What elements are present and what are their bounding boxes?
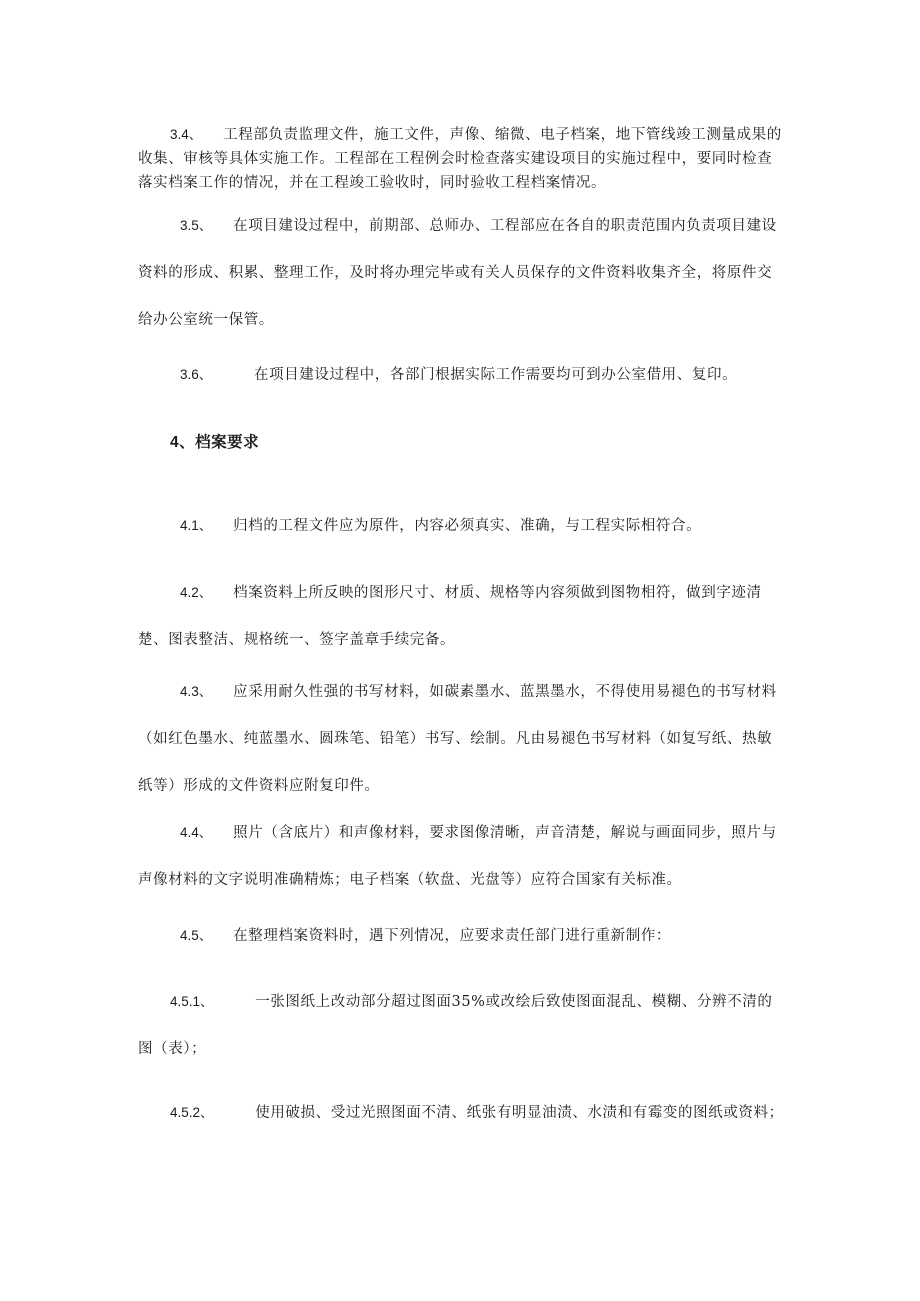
clause-gap (212, 684, 233, 700)
clause-text: 使用破损、受过光照图面不清、纸张有明显油渍、水渍和有霉变的图纸或资料； (255, 1105, 784, 1121)
clause-number: 3.6、 (180, 367, 213, 382)
clause-text: 在项目建设过程中，前期部、总师办、工程部应在各自的职责范围内负责项目建设资料的形成、积累、整理工作，及时将办理完毕或有关人员保存的文件资料收集齐全，将原件交给办公室统一保管。 (138, 218, 777, 328)
paragraph-4-5-1 (138, 978, 786, 1073)
clause-gap (212, 928, 233, 944)
clause-gap (212, 218, 233, 234)
clause-text: 档案资料上所反映的图形尺寸、材质、规格等内容须做到图物相符，做到字迹清楚、图表整洁、规格统一、签字盖章手续完备。 (138, 585, 762, 648)
clause-gap (212, 825, 233, 841)
clause-number: 4.5、 (180, 928, 213, 943)
clause-number: 3.4、 (170, 127, 203, 142)
clause-text: 在整理档案资料时，遇下列情况，应要求责任部门进行重新制作： (233, 928, 672, 944)
clause-text: 一张图纸上改动部分超过图面35%或改绘后致使图面混乱、模糊、分辨不清的图（表）； (138, 994, 773, 1057)
paragraph-4-1 (138, 502, 786, 550)
paragraph-4-5-2 (138, 1101, 786, 1125)
clause-number: 4.3、 (180, 684, 213, 699)
section-heading-4: 4、档案要求 (170, 434, 260, 451)
paragraph-3-5 (138, 202, 786, 344)
clause-number: 4.1、 (180, 518, 213, 533)
clause-gap (202, 127, 223, 143)
paragraph-3-4 (138, 123, 786, 195)
paragraph-4-2 (138, 569, 786, 664)
paragraph-3-6 (138, 351, 786, 399)
paragraph-4-4 (138, 809, 786, 904)
clause-text: 归档的工程文件应为原件，内容必须真实、准确，与工程实际相符合。 (233, 518, 702, 534)
clause-number: 4.2、 (180, 585, 213, 600)
clause-gap (212, 585, 233, 601)
clause-number: 3.5、 (180, 218, 213, 233)
clause-gap (212, 367, 254, 383)
paragraph-4-3 (138, 668, 786, 810)
clause-gap (212, 518, 233, 534)
clause-gap (214, 994, 256, 1010)
clause-text: 应采用耐久性强的书写材料，如碳素墨水、蓝黑墨水，不得使用易褪色的书写材料（如红色墨水、纯蓝墨水、圆珠笔、铅笔）书写、绘制。凡由易褪色书写材料（如复写纸、热敏纸等）形成的文件资料应附复印件。 (138, 684, 777, 794)
clause-number: 4.5.2、 (170, 1105, 214, 1120)
clause-text: 在项目建设过程中，各部门根据实际工作需要均可到办公室借用、复印。 (253, 367, 738, 383)
clause-number: 4.5.1、 (170, 994, 214, 1009)
clause-text: 工程部负责监理文件，施工文件，声像、缩微、电子档案，地下管线竣工测量成果的收集、审核等具体实施工作。工程部在工程例会时检查落实建设项目的实施过程中，要同时检查落实档案工作的情况，并在工程竣工验收时，同时验收工程档案情况。 (138, 127, 782, 191)
clause-text: 照片（含底片）和声像材料，要求图像清晰，声音清楚，解说与画面同步，照片与声像材料的文字说明准确精炼；电子档案（软盘、光盘等）应符合国家有关标准。 (138, 825, 777, 888)
clause-gap (214, 1105, 256, 1121)
paragraph-4-5 (138, 912, 786, 960)
clause-number: 4.4、 (180, 825, 213, 840)
